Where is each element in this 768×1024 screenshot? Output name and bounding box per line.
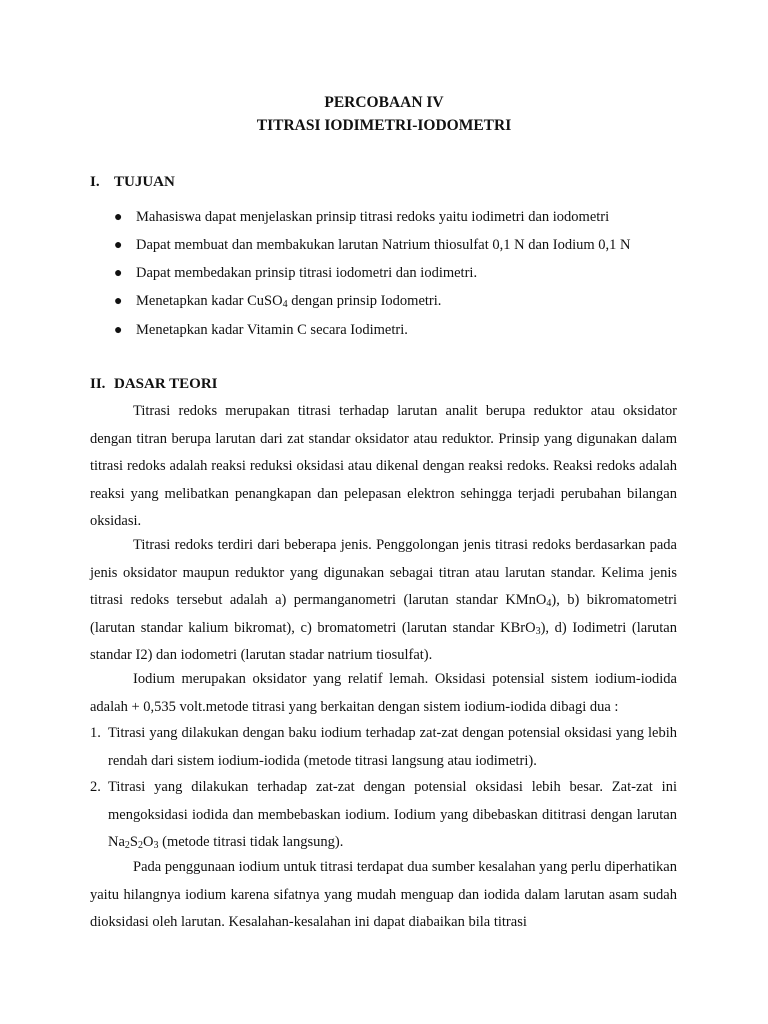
list-item <box>114 207 609 228</box>
bullet-text: Menetapkan kadar CuSO$_4$ dengan prinsip Iodometri. <box>136 293 442 310</box>
bullet-icon: ● <box>114 323 123 338</box>
paragraph-4: Pada penggunaan iodium untuk titrasi terdapat dua sumber kesalahan yang perlu diperhatikan yaitu hilangnya iodium karena sifatnya yang mudah menguap dan iodida dalam larutan asam sudah dioksidasi oleh larutan. Kesalahan-kesalahan ini dapat diabaikan bila titrasi <box>90 859 677 931</box>
bullet-text: Menetapkan kadar Vitamin C secara Iodimetri. <box>136 322 408 338</box>
item-number: 1. <box>90 725 101 741</box>
section-title: TUJUAN <box>114 174 175 190</box>
paragraph-1: Titrasi redoks merupakan titrasi terhadap larutan analit berupa reduktor atau oksidator dengan titran berupa larutan dari zat standar oksidator atau reduktor. Prinsip yang digunakan dalam titrasi redoks adalah reaksi reduksi oksidasi atau dikenal dengan reaksi redoks. Reaksi redoks adalah reaksi yang melibatkan penangkapan dan pelepasan elektron sehingga terjadi perubahan bilangan oksidasi. <box>90 403 677 530</box>
section-title: DASAR TEORI <box>114 376 218 392</box>
numbered-item-2 <box>90 774 677 857</box>
section-number: II. <box>90 376 106 392</box>
paragraph-3: Iodium merupakan oksidator yang relatif lemah. Oksidasi potensial sistem iodium-iodida adalah + 0,535 volt.metode titrasi yang berkaitan dengan sistem iodium-iodida dibagi dua : <box>90 671 677 715</box>
item-number: 2. <box>90 779 101 795</box>
item-text: Titrasi yang dilakukan dengan baku iodium terhadap zat-zat dengan potensial oksidasi yang lebih rendah dari sistem iodium-iodida (metode titrasi langsung atau iodimetri). <box>108 725 677 769</box>
list-item <box>114 263 477 284</box>
bullet-text: Mahasiswa dapat menjelaskan prinsip titrasi redoks yaitu iodimetri dan iodometri <box>136 209 610 225</box>
list-item <box>114 320 408 341</box>
bullet-text: Dapat membedakan prinsip titrasi iodometri dan iodimetri. <box>136 265 478 281</box>
bullet-icon: ● <box>114 238 123 253</box>
document-title-line1: PERCOBAAN IV <box>324 94 444 111</box>
paragraph-2: Titrasi redoks terdiri dari beberapa jenis. Penggolongan jenis titrasi redoks berdasarkan pada jenis oksidator maupun reduktor yang digunakan sebagai titran atau larutan standar. Kelima jenis titrasi redoks tersebut adalah a) permanganometri (larutan standar KMnO$_4$), b) bikromatometri (larutan standar kalium bikromat), c) bromatometri (larutan standar KBrO$_3$), d) Iodimetri (larutan standar I2) dan iodometri (larutan stadar natrium tiosulfat). <box>90 537 677 664</box>
section-number: I. <box>90 174 100 190</box>
bullet-text: Dapat membuat dan membakukan larutan Natrium thiosulfat 0,1 N dan Iodium 0,1 N <box>136 237 631 253</box>
section-heading-dasar-teori <box>90 374 218 394</box>
list-item <box>114 291 441 312</box>
bullet-icon: ● <box>114 266 123 281</box>
numbered-item-1 <box>90 720 677 775</box>
bullet-icon: ● <box>114 210 123 225</box>
list-item <box>114 235 631 256</box>
item-text: Titrasi yang dilakukan terhadap zat-zat dengan potensial oksidasi lebih besar. Zat-zat ini mengoksidasi iodida dan membebaskan iodium. Iodium yang dibebaskan dititrasi dengan larutan $Na_2S_2O_3$ (metode titrasi tidak langsung). <box>108 779 677 852</box>
document-title-line2: TITRASI IODIMETRI-IODOMETRI <box>256 117 512 134</box>
section-heading-tujuan <box>90 172 175 192</box>
bullet-icon: ● <box>114 294 123 309</box>
